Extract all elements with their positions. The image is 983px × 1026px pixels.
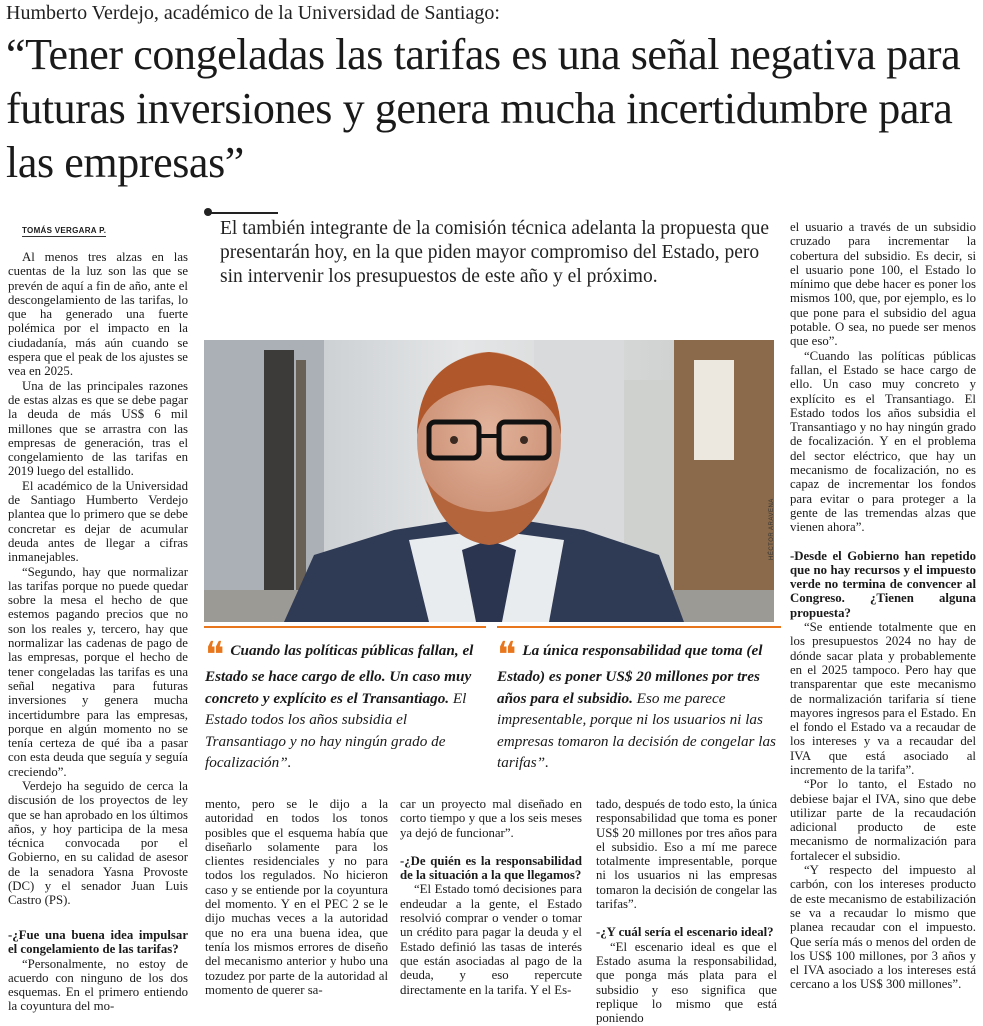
column-1-bottom: [8, 928, 188, 1014]
column-2: [205, 797, 388, 997]
interview-question: -Desde el Gobierno han repetido que no hay recursos y el impuesto verde no termina de convencer al Congreso. ¿Tienen alguna propuesta?: [790, 548, 976, 620]
photo-credit: HÉCTOR ARAVENA: [769, 498, 775, 560]
paragraph: Una de las principales razones de estas alzas es que se debe pagar la deuda de más US$ 6 mil millones que se arrastra con las empresas de generación, tras el congelamiento de las tarifas en 2019 luego del estallido.: [8, 378, 188, 479]
column-4: [596, 797, 777, 1025]
paragraph: “Y respecto del impuesto al carbón, con los intereses producto de este mecanismo de estabilización se va a recaudar lo mismo que planea recaudar con el impuesto. Que sería más o menos del orden de los US$ 100 millones, por 3 años y el IVA asociado a los intereses está cercano a los US$ 300 millones”.: [790, 863, 976, 992]
column-3: [400, 797, 582, 997]
article-kicker: Humberto Verdejo, académico de la Universidad de Santiago:: [6, 2, 500, 24]
quote-mark-icon: ❝: [205, 635, 225, 676]
paragraph: car un proyecto mal diseñado en corto tiempo y que a los seis meses ya dejó de funcionar”.: [400, 797, 582, 840]
paragraph: “Segundo, hay que normalizar las tarifas porque no puede quedar sobre la mesa el hecho de que estemos pagando precios que no son los reales y, tercero, hay que normalizar las cadenas de pago de las empresas, porque el hecho de tener congeladas las tarifas es una señal negativa para futuras inversiones y genera mucha incertidumbre para las empresas, porque en algún momento no se tenía certeza de qué iba a pasar con esta deuda que seguía y seguía creciendo”.: [8, 564, 188, 779]
paragraph: el usuario a través de un subsidio cruzado para incrementar la cobertura del subsidio. Es decir, si el usuario pone 100, el Estado lo mínimo que debe hacer es poner los mismos 100, que, por ejemplo, es lo que pone para el subsidio del agua potable. O sea, no puede ser menos que eso”.: [790, 220, 976, 349]
paragraph: Al menos tres alzas en las cuentas de la luz son las que se prevén de aquí a fin de año, ante el descongelamiento de las tarifas, lo que ha generado una fuerte polémica por el impacto en la ciudadanía, más aún cuando se espera que el peak de los ajustes se vea en 2025.: [8, 250, 188, 379]
paragraph: “El Estado tomó decisiones para endeudar a la gente, el Estado resolvió comprar o vender o tomar un crédito para pagar la deuda y el Estado definió las tasas de interés que están asociadas al pago de la deuda, y eso repercute directamente en la tarifa. Y el Es-: [400, 882, 582, 997]
paragraph: “Cuando las políticas públicas fallan, el Estado se hace cargo de ello. Un caso muy concreto y explícito es el Transantiago. El Estado todos los años subsidia el Transantiago y no hay ningún grado de focalización. Y en el problema del sector eléctrico, que hay un mecanismo de focalización, no es capaz de incrementar los fondos para evitar o para proteger a la gente de las tremendas alzas que vienen ahora”.: [790, 348, 976, 535]
pull-quote-regular: Eso me parece impresentable, porque ni los usuarios ni las empresas tomaron la decisión de congelar las tarifas”.: [497, 689, 776, 771]
paragraph: “Personalmente, no estoy de acuerdo con ninguno de los dos esquemas. En el primero entiendo la coyuntura del mo-: [8, 956, 188, 1014]
interview-question: -¿Fue una buena idea impulsar el congelamiento de las tarifas?: [8, 928, 188, 957]
byline: TOMÁS VERGARA P.: [22, 226, 107, 235]
column-1: [8, 250, 188, 908]
paragraph: “Por lo tanto, el Estado no debiese bajar el IVA, sino que debe utilizar parte de la recaudación adicional producto de este mecanismo de normalización para fortalecer el subsidio.: [790, 777, 976, 863]
paragraph: “Se entiende totalmente que en los presupuestos 2024 no hay de dónde sacar plata y probablemente en el 2025 tampoco. Pero hay que transparentar que este mecanismo de normalización tarifaria sí tiene mayores ingresos para el Estado. En el fondo el Estado va a recaudar de los intereses y va a recaudar del IVA que está asociado al incremento de la tarifa”.: [790, 620, 976, 777]
quote-mark-icon: ❝: [497, 635, 517, 676]
interview-question: -¿De quién es la responsabilidad de la situación a la que llegamos?: [400, 853, 582, 883]
pull-quote-2: [497, 635, 781, 774]
pull-quote-rule: [497, 626, 781, 628]
pull-quote-bold: La única responsabilidad que toma (el Estado) es poner US$ 20 millones por tres años para el subsidio.: [497, 642, 763, 707]
dek-rule: [206, 212, 278, 214]
article-headline: “Tener congeladas las tarifas es una señal negativa para futuras inversiones y genera mucha incertidumbre para las empresas”: [6, 30, 961, 187]
paragraph: Verdejo ha seguido de cerca la discusión de los proyectos de ley que se han aprobado en los últimos años, y hoy participa de la mesa técnica convocada por el Gobierno, en su calidad de asesor de la senadora Yasna Provoste (DC) y el senador Juan Luis Castro (PS).: [8, 778, 188, 908]
paragraph: tado, después de todo esto, la única responsabilidad que toma es poner US$ 20 millones por tres años para el subsidio. Eso a mí me parece totalmente impresentable, porque ni los usuarios ni las empresas tomaron la decisión de congelar las tarifas”.: [596, 797, 777, 912]
pull-quote-rule: [204, 626, 486, 628]
paragraph: “El escenario ideal es que el Estado asuma la responsabilidad, que ponga más plata para el subsidio y eso significa que replique lo mismo que está poniendo: [596, 939, 777, 1026]
column-5: [790, 220, 976, 992]
article-dek: El también integrante de la comisión técnica adelanta la propuesta que presentarán hoy, en la que piden mayor compromiso del Estado, pero sin intervenir los presupuestos de este año y el próximo.: [220, 218, 770, 287]
pull-quote-1: [205, 635, 483, 774]
paragraph: mento, pero se le dijo a la autoridad en todos los tonos posibles que el esquema había que diseñarlo solamente para los clientes residenciales y no para todos los regulados. No hicieron caso y se entiende por la coyuntura del momento. Y en el PEC 2 se le dijo muchas veces a la autoridad que no era una buena idea, que tenía los mismos errores de diseño del mecanismo anterior y hubo una tozudez por parte de la autoridad al momento de querer sa-: [205, 797, 388, 997]
portrait-photo: [204, 340, 774, 622]
interview-question: -¿Y cuál sería el escenario ideal?: [596, 925, 774, 940]
pull-quote-bold: Cuando las políticas públicas fallan, el Estado se hace cargo de ello. Un caso muy concreto y explícito es el Transantiago.: [205, 642, 474, 707]
portrait-photo-illustration: [204, 340, 774, 622]
pull-quote-regular: El Estado todos los años subsidia el Transantiago y no hay ningún grado de focalización”.: [205, 689, 467, 771]
paragraph: El académico de la Universidad de Santiago Humberto Verdejo plantea que lo primero que se debe concretar es dejar de acumular deuda antes de llegar a cifras inmanejables.: [8, 478, 188, 565]
